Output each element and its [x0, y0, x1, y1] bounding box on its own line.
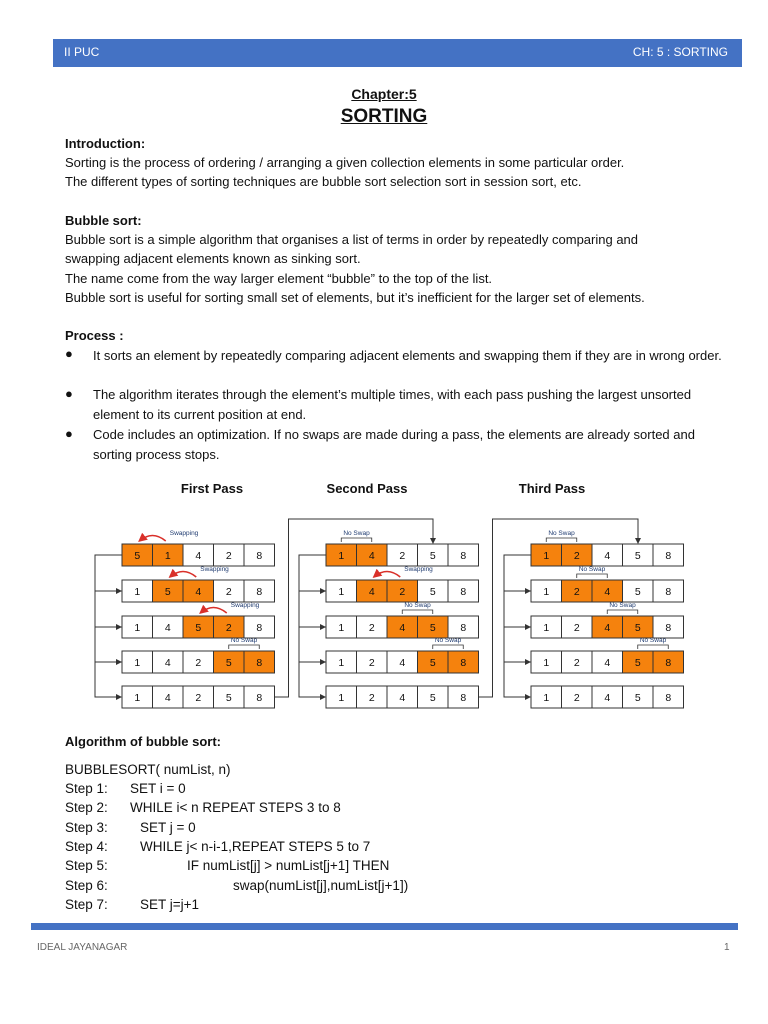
cell-value: 8 — [460, 550, 467, 562]
cell-value: 4 — [195, 586, 202, 598]
cell-value: 8 — [256, 550, 263, 562]
comparison-label: No Swap — [230, 637, 258, 644]
algorithm-step-label: Step 1: — [65, 781, 108, 796]
flow-arrow — [504, 555, 531, 591]
cell-value: 1 — [543, 550, 550, 562]
page-header — [53, 39, 742, 67]
cell-value: 5 — [634, 622, 641, 634]
algorithm-step-code: SET j=j+1 — [140, 896, 200, 912]
cell-value: 4 — [604, 586, 611, 598]
cell-value: 5 — [225, 692, 232, 704]
header-right: CH: 5 : SORTING — [632, 45, 728, 59]
compare-bracket — [433, 645, 464, 649]
intro-heading: Introduction: — [65, 136, 146, 151]
process-bullet: Code includes an optimization. If no swaps are made during a pass, the elements are already sorted and sorting process stops. — [93, 427, 695, 462]
comparison-label: Swapping — [404, 566, 433, 573]
process-bullet: It sorts an element by repeatedly comparing adjacent elements and swapping them if they are in wrong order. — [93, 348, 722, 363]
pass-title: Third Pass — [518, 481, 586, 496]
cell-value: 4 — [368, 586, 375, 598]
cell-value: 4 — [164, 692, 171, 704]
pass-title: First Pass — [180, 481, 244, 496]
algorithm-step-code: swap(numList[j],numList[j+1]) — [233, 877, 409, 893]
cell-value: 5 — [195, 622, 202, 634]
algorithm-step-code: SET i = 0 — [130, 781, 186, 796]
comparison-label: No Swap — [548, 530, 575, 537]
cell-value: 4 — [604, 550, 611, 562]
cell-value: 2 — [195, 657, 202, 669]
cell-value: 2 — [399, 586, 406, 598]
cell-value: 2 — [368, 622, 375, 634]
algorithm-step-label: Step 4: — [65, 838, 108, 854]
bullet-dot: ● — [65, 426, 73, 441]
cell-value: 2 — [225, 622, 232, 634]
cell-value: 2 — [225, 586, 232, 598]
cell-value: 5 — [225, 657, 232, 669]
cell-value: 2 — [573, 550, 580, 562]
footer-left: IDEAL JAYANAGAR — [37, 942, 128, 953]
algorithm-step-code: WHILE i< n REPEAT STEPS 3 to 8 — [130, 800, 341, 816]
flow-arrow — [504, 662, 531, 697]
comparison-label: Swapping — [200, 566, 229, 573]
flow-arrow — [95, 662, 122, 697]
cell-value: 8 — [665, 692, 672, 704]
cell-value: 8 — [665, 550, 672, 562]
page-number: 1 — [724, 942, 730, 953]
comparison-label: No Swap — [578, 566, 606, 573]
bubble-line: Bubble sort is useful for sorting small set of elements, but it’s inefficient for the larger set of elements. — [65, 290, 645, 305]
flow-arrow — [299, 591, 326, 627]
cell-value: 4 — [604, 657, 611, 669]
cell-value: 1 — [134, 622, 141, 634]
cell-value: 2 — [573, 622, 580, 634]
cell-value: 4 — [164, 622, 171, 634]
swap-arrow — [200, 608, 227, 614]
algorithm-step-label: Step 3: — [65, 819, 108, 835]
comparison-label: No Swap — [404, 602, 431, 609]
compare-bracket — [638, 645, 669, 649]
cell-value: 5 — [429, 692, 436, 704]
cell-value: 1 — [338, 586, 345, 598]
bullet-dot: ● — [65, 346, 73, 361]
flow-arrow — [299, 555, 326, 591]
flow-arrow — [504, 591, 531, 627]
cell-value: 1 — [134, 657, 141, 669]
cell-value: 5 — [634, 586, 641, 598]
cell-value: 5 — [634, 692, 641, 704]
cell-value: 2 — [573, 657, 580, 669]
cell-value: 2 — [573, 692, 580, 704]
cell-value: 2 — [225, 550, 232, 562]
compare-bracket — [607, 610, 638, 614]
comparison-label: Swapping — [230, 602, 260, 609]
page-title: SORTING — [340, 106, 428, 127]
flow-arrow — [95, 591, 122, 627]
cell-value: 1 — [543, 622, 550, 634]
cell-value: 5 — [164, 586, 171, 598]
header-left: II PUC — [64, 45, 100, 59]
cell-value: 1 — [164, 550, 171, 562]
cell-value: 1 — [543, 692, 550, 704]
footer-bar — [31, 923, 738, 930]
cell-value: 5 — [634, 657, 641, 669]
cell-value: 4 — [399, 657, 406, 669]
flow-arrow — [95, 555, 122, 591]
cell-value: 2 — [573, 586, 580, 598]
cell-value: 8 — [665, 586, 672, 598]
swap-arrow — [139, 536, 166, 542]
compare-bracket — [402, 610, 433, 614]
compare-bracket — [341, 538, 372, 542]
bullet-dot: ● — [65, 386, 73, 401]
swap-arrow — [170, 572, 197, 578]
cell-value: 1 — [543, 657, 550, 669]
flow-arrow — [95, 627, 122, 662]
algorithm-step-code: WHILE j< n-i-1,REPEAT STEPS 5 to 7 — [140, 838, 371, 854]
cell-value: 5 — [429, 586, 436, 598]
cell-value: 1 — [134, 586, 141, 598]
bubble-line: swapping adjacent elements known as sinking sort. — [65, 251, 361, 266]
cell-value: 2 — [368, 657, 375, 669]
compare-bracket — [546, 538, 577, 542]
cell-value: 8 — [256, 586, 263, 598]
cell-value: 5 — [429, 550, 436, 562]
flow-arrow — [504, 627, 531, 662]
cell-value: 1 — [134, 692, 141, 704]
process-bullet: The algorithm iterates through the element’s multiple times, with each pass pushing the largest unsorted element to its current position at end. — [93, 387, 692, 422]
cell-value: 4 — [164, 657, 171, 669]
bubble-heading: Bubble sort: — [65, 213, 142, 228]
pass-title: Second Pass — [326, 481, 408, 496]
algorithm-step-code: IF numList[j] > numList[j+1] THEN — [187, 858, 390, 874]
cell-value: 5 — [134, 550, 141, 562]
cell-value: 5 — [429, 622, 436, 634]
algorithm-heading: Algorithm of bubble sort: — [65, 734, 221, 749]
algorithm-step-label: Step 7: — [65, 896, 108, 912]
algorithm-step-code: SET j = 0 — [140, 819, 196, 835]
algorithm-step-label: Step 2: — [65, 800, 108, 816]
bubble-line: The name come from the way larger element “bubble” to the top of the list. — [65, 271, 493, 286]
cell-value: 4 — [195, 550, 202, 562]
chapter-label: Chapter:5 — [351, 86, 417, 102]
process-heading: Process : — [65, 328, 124, 343]
flow-arrow — [299, 627, 326, 662]
algorithm-step-label: Step 5: — [65, 858, 108, 874]
comparison-label: No Swap — [343, 530, 370, 537]
cell-value: 8 — [460, 586, 467, 598]
cell-value: 8 — [256, 692, 263, 704]
compare-bracket — [577, 574, 608, 578]
swap-arrow — [374, 572, 401, 578]
cell-value: 1 — [338, 657, 345, 669]
intro-line: Sorting is the process of ordering / arranging a given collection elements in some particular order. — [65, 155, 625, 170]
cell-value: 4 — [604, 692, 611, 704]
algorithm-step-label: Step 6: — [65, 877, 108, 893]
cell-value: 1 — [338, 550, 345, 562]
cell-value: 4 — [399, 692, 406, 704]
comparison-label: No Swap — [609, 602, 636, 609]
cell-value: 5 — [634, 550, 641, 562]
cell-value: 2 — [368, 692, 375, 704]
bubble-line: Bubble sort is a simple algorithm that organises a list of terms in order by repeatedly comparing and — [65, 232, 639, 247]
cell-value: 8 — [665, 622, 672, 634]
cell-value: 4 — [368, 550, 375, 562]
bubble-sort-diagram — [0, 470, 768, 720]
cell-value: 8 — [256, 622, 263, 634]
cell-value: 8 — [256, 657, 263, 669]
cell-value: 8 — [665, 657, 672, 669]
comparison-label: No Swap — [639, 637, 667, 644]
intro-line: The different types of sorting techniques are bubble sort selection sort in session sort, etc. — [65, 174, 582, 189]
cell-value: 8 — [460, 622, 467, 634]
compare-bracket — [229, 645, 260, 649]
algorithm-signature: BUBBLESORT( numList, n) — [65, 762, 231, 777]
flow-arrow — [299, 662, 326, 697]
cell-value: 2 — [399, 550, 406, 562]
cell-value: 8 — [460, 657, 467, 669]
cell-value: 4 — [399, 622, 406, 634]
comparison-label: No Swap — [434, 637, 462, 644]
cell-value: 8 — [460, 692, 467, 704]
cell-value: 1 — [338, 622, 345, 634]
cell-value: 1 — [543, 586, 550, 598]
cell-value: 2 — [195, 692, 202, 704]
cell-value: 1 — [338, 692, 345, 704]
cell-value: 5 — [429, 657, 436, 669]
cell-value: 4 — [604, 622, 611, 634]
comparison-label: Swapping — [169, 530, 199, 537]
